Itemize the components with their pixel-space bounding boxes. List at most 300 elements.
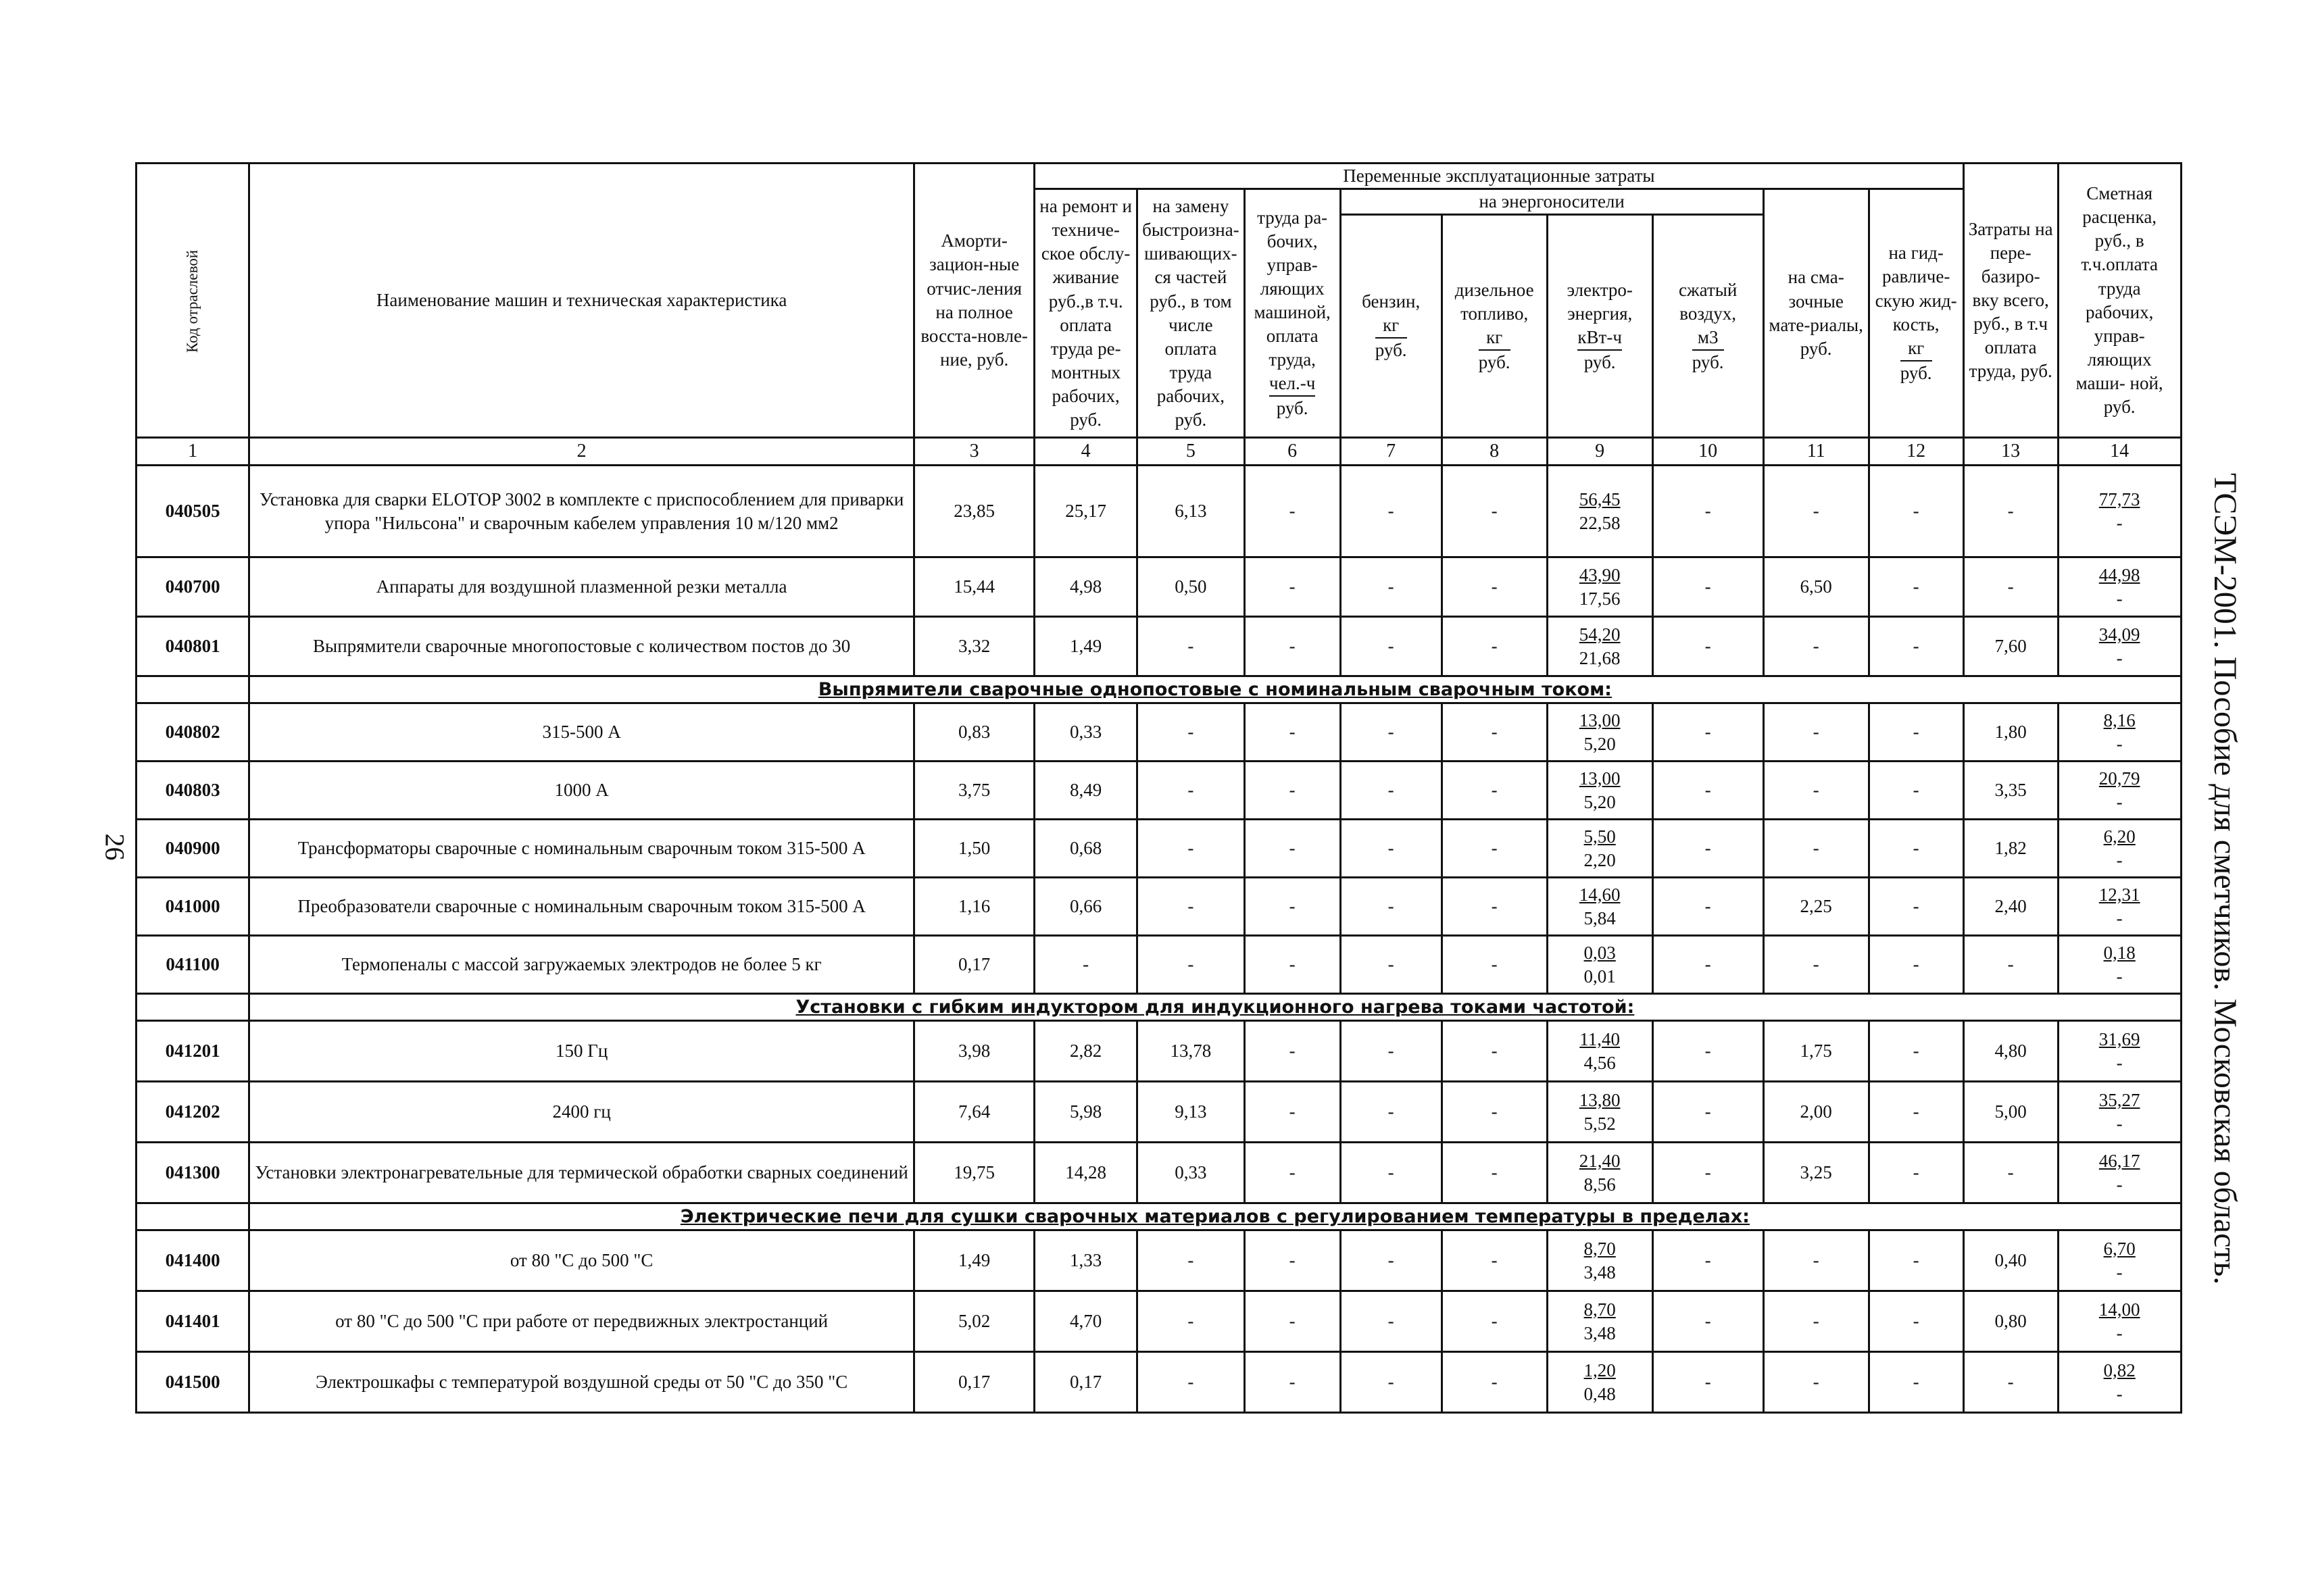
cell-c14 [2058,557,2181,617]
cell-c10: - [1652,1143,1763,1203]
cell-c9-bottom: 17,56 [1579,588,1621,609]
cell-c5: - [1137,878,1245,936]
table-row [137,617,2182,676]
cell-c12: - [1869,820,1963,878]
cell-c9 [1547,762,1652,820]
cell-c4: 5,98 [1035,1082,1137,1143]
cell-c14-bottom: - [2116,1383,2123,1404]
cell-c9 [1547,1230,1652,1291]
cell-c9-bottom: 3,48 [1583,1262,1616,1282]
cell-c5: - [1137,820,1245,878]
cell-c13: 0,80 [1963,1291,2058,1352]
cell-c7: - [1340,1143,1442,1203]
header-petrol: бензин, $\frac{кг}{\text{руб.}}$ [1340,215,1442,438]
cell-c14 [2058,703,2181,762]
cell-c8: - [1442,820,1547,878]
row-code: 041100 [137,936,249,994]
cell-c13: 2,40 [1963,878,2058,936]
cell-c4: 0,68 [1035,820,1137,878]
cell-c9-bottom: 8,56 [1583,1174,1616,1195]
cell-c7: - [1340,878,1442,936]
cell-c6: - [1244,466,1340,557]
cell-c13: 3,35 [1963,762,2058,820]
cell-c9-top: 1,20 [1583,1360,1616,1380]
cell-c9 [1547,557,1652,617]
cell-c8: - [1442,1082,1547,1143]
section-title: Выпрямители сварочные однопостовые с номинальным сварочным током: [249,676,2182,703]
column-number: 8 [1442,438,1547,466]
table-row [137,1230,2182,1291]
cell-c14-bottom: - [2116,1052,2123,1073]
cell-c9-top: 56,45 [1579,489,1621,509]
cell-c13: 1,82 [1963,820,2058,878]
cell-c5: - [1137,1352,1245,1413]
cell-c14-top: 46,17 [2098,1150,2140,1171]
row-name: Установки электронагревательные для термической обработки сварных соединений [249,1143,914,1203]
header-diesel: дизельное топливо, $\frac{кг}{\text{руб.}}$ [1442,215,1547,438]
cell-c14-bottom: - [2116,1262,2123,1282]
cell-c7: - [1340,1021,1442,1082]
cell-c10: - [1652,617,1763,676]
cell-c12: - [1869,762,1963,820]
cell-c10: - [1652,1352,1763,1413]
cell-c14-top: 77,73 [2098,489,2140,509]
cell-c9-top: 0,03 [1583,942,1616,963]
cell-c9-bottom: 21,68 [1579,647,1621,668]
row-name: 315-500 А [249,703,914,762]
cell-c10: - [1652,878,1763,936]
row-code: 041202 [137,1082,249,1143]
cell-c13: 1,80 [1963,703,2058,762]
section-row [137,676,2182,703]
cell-c14-top: 44,98 [2098,564,2140,585]
column-number: 9 [1547,438,1652,466]
cell-c6: - [1244,617,1340,676]
cell-c10: - [1652,1291,1763,1352]
section-code-cell [137,994,249,1021]
row-code: 041500 [137,1352,249,1413]
column-number: 4 [1035,438,1137,466]
cell-c12: - [1869,936,1963,994]
row-name: Преобразователи сварочные с номинальным сварочным током 315-500 А [249,878,914,936]
row-name: от 80 "С до 500 "С при работе от передвижных электростанций [249,1291,914,1352]
cell-c3: 1,16 [914,878,1035,936]
table-row [137,703,2182,762]
header-code: Код отраслевой [137,164,249,438]
cell-c14 [2058,1143,2181,1203]
machine-cost-table [135,162,2182,1414]
cell-c14-top: 6,70 [2103,1238,2136,1259]
cell-c14 [2058,617,2181,676]
cell-c13: - [1963,1352,2058,1413]
cell-c14-bottom: - [2116,907,2123,928]
cell-c14-top: 20,79 [2098,768,2140,789]
cell-c3: 1,50 [914,820,1035,878]
cell-c9 [1547,466,1652,557]
section-code-cell [137,676,249,703]
cell-c7: - [1340,762,1442,820]
cell-c5: 6,13 [1137,466,1245,557]
header-amortization: Аморти-зацион-ные отчис-ления на полное восста-новле-ние, руб. [914,164,1035,438]
cell-c3: 3,75 [914,762,1035,820]
cell-c10: - [1652,762,1763,820]
cell-c14 [2058,1021,2181,1082]
header-variable-costs: Переменные эксплуатационные затраты [1035,164,1964,189]
cell-c14 [2058,1230,2181,1291]
cell-c7: - [1340,820,1442,878]
cell-c8: - [1442,1230,1547,1291]
cell-c13: 4,80 [1963,1021,2058,1082]
cell-c14-bottom: - [2116,1322,2123,1343]
cell-c14 [2058,820,2181,878]
row-name: Аппараты для воздушной плазменной резки металла [249,557,914,617]
cell-c9-bottom: 0,01 [1583,966,1616,987]
table-row [137,820,2182,878]
section-title: Установки с гибким индуктором для индукционного нагрева токами частотой: [249,994,2182,1021]
cell-c9-top: 8,70 [1583,1238,1616,1259]
cell-c4: 0,33 [1035,703,1137,762]
column-number: 10 [1652,438,1763,466]
cell-c3: 23,85 [914,466,1035,557]
cell-c7: - [1340,557,1442,617]
cell-c5: - [1137,617,1245,676]
cell-c11: - [1763,762,1869,820]
column-number: 5 [1137,438,1245,466]
cell-c14-top: 8,16 [2103,709,2136,730]
row-name: Трансформаторы сварочные с номинальным сварочным током 315-500 А [249,820,914,878]
header-relocation: Затраты на пере-базиро-вку всего, руб., в т.ч оплата труда, руб. [1963,164,2058,438]
cell-c9 [1547,1082,1652,1143]
cell-c11: - [1763,820,1869,878]
row-name: от 80 "С до 500 "С [249,1230,914,1291]
cell-c14-bottom: - [2116,1174,2123,1195]
cell-c6: - [1244,1230,1340,1291]
cell-c14 [2058,1352,2181,1413]
cell-c14-top: 14,00 [2098,1299,2140,1320]
cell-c5: - [1137,936,1245,994]
cell-c12: - [1869,1143,1963,1203]
cell-c13: 0,40 [1963,1230,2058,1291]
column-number: 14 [2058,438,2181,466]
section-row [137,1203,2182,1230]
cell-c13: 7,60 [1963,617,2058,676]
cell-c9 [1547,820,1652,878]
cell-c10: - [1652,936,1763,994]
column-number-row [137,438,2182,466]
cell-c6: - [1244,1352,1340,1413]
cell-c9-bottom: 22,58 [1579,512,1621,533]
row-name: 150 Гц [249,1021,914,1082]
cell-c5: - [1137,1230,1245,1291]
cell-c9-top: 8,70 [1583,1299,1616,1320]
table-row [137,878,2182,936]
cell-c6: - [1244,878,1340,936]
cell-c12: - [1869,703,1963,762]
cell-c11: 2,00 [1763,1082,1869,1143]
header-name: Наименование машин и техническая характеристика [249,164,914,438]
cell-c9-bottom: 5,52 [1583,1113,1616,1134]
cell-c12: - [1869,1082,1963,1143]
cell-c14-bottom: - [2116,647,2123,668]
cell-c9-top: 13,00 [1579,709,1621,730]
cell-c5: - [1137,703,1245,762]
cell-c5: 13,78 [1137,1021,1245,1082]
cell-c12: - [1869,1021,1963,1082]
cell-c9-top: 43,90 [1579,564,1621,585]
cell-c4: 1,33 [1035,1230,1137,1291]
cell-c11: - [1763,1291,1869,1352]
cell-c14 [2058,466,2181,557]
column-number: 13 [1963,438,2058,466]
cell-c3: 1,49 [914,1230,1035,1291]
row-code: 040802 [137,703,249,762]
row-code: 040505 [137,466,249,557]
row-name: 2400 гц [249,1082,914,1143]
cell-c6: - [1244,936,1340,994]
row-code: 041400 [137,1230,249,1291]
cell-c7: - [1340,936,1442,994]
column-number: 2 [249,438,914,466]
header-hydraulic: на гид-равличе-скую жид-кость, $\frac{кг}{\text{руб.}}$ [1869,189,1963,438]
cell-c14-top: 0,18 [2103,942,2136,963]
cell-c11: - [1763,466,1869,557]
row-name: Термопеналы с массой загружаемых электродов не более 5 кг [249,936,914,994]
cell-c11: 6,50 [1763,557,1869,617]
cell-c9-top: 54,20 [1579,624,1621,645]
cell-c5: - [1137,1291,1245,1352]
cell-c13: - [1963,557,2058,617]
cell-c9-bottom: 2,20 [1583,849,1616,870]
cell-c6: - [1244,1082,1340,1143]
cell-c4: 4,70 [1035,1291,1137,1352]
header-replace-parts: на замену быстроизна-шивающих-ся частей руб., в том числе оплата труда рабочих, руб. [1137,189,1245,438]
row-name: Электрошкафы с температурой воздушной среды от 50 "С до 350 "С [249,1352,914,1413]
cell-c4: 1,49 [1035,617,1137,676]
cell-c7: - [1340,1082,1442,1143]
cell-c11: 2,25 [1763,878,1869,936]
cell-c8: - [1442,1021,1547,1082]
table-row [137,557,2182,617]
cell-c6: - [1244,557,1340,617]
cell-c14 [2058,762,2181,820]
row-name: Установка для сварки ELOTOP 3002 в комплекте с приспособлением для приварки упора "Нильсона" и сварочным кабелем управления 10 м/120 мм2 [249,466,914,557]
cell-c9 [1547,703,1652,762]
cell-c12: - [1869,1352,1963,1413]
row-code: 041201 [137,1021,249,1082]
cell-c3: 15,44 [914,557,1035,617]
row-name: Выпрямители сварочные многопостовые с количеством постов до 30 [249,617,914,676]
cell-c9-top: 13,80 [1579,1089,1621,1110]
cell-c9-bottom: 5,20 [1583,791,1616,812]
row-name: 1000 А [249,762,914,820]
cell-c5: - [1137,762,1245,820]
cell-c10: - [1652,466,1763,557]
header-repair: на ремонт и техниче-ское обслу-живание руб.,в т.ч. оплата труда ре-монтных рабочих, руб. [1035,189,1137,438]
cell-c14-bottom: - [2116,966,2123,987]
cell-c12: - [1869,1230,1963,1291]
cell-c6: - [1244,703,1340,762]
column-number: 7 [1340,438,1442,466]
cell-c8: - [1442,1143,1547,1203]
cell-c14-bottom: - [2116,512,2123,533]
header-lubricant: на сма-зочные мате-риалы, руб. [1763,189,1869,438]
cell-c11: 3,25 [1763,1143,1869,1203]
column-number: 11 [1763,438,1869,466]
cell-c14-top: 34,09 [2098,624,2140,645]
header-electric: электро-энергия, $\frac{\text{кВт-ч}}{\text{руб.}}$ [1547,215,1652,438]
cell-c5: 0,50 [1137,557,1245,617]
table-row [137,1082,2182,1143]
cell-c9-top: 11,40 [1579,1028,1621,1049]
cell-c13: - [1963,466,2058,557]
cell-c5: 9,13 [1137,1082,1245,1143]
cell-c9-bottom: 3,48 [1583,1322,1616,1343]
cell-c6: - [1244,1021,1340,1082]
cell-c9 [1547,936,1652,994]
cell-c14 [2058,1082,2181,1143]
cell-c14 [2058,878,2181,936]
cell-c9-bottom: 5,20 [1583,733,1616,754]
cell-c8: - [1442,1291,1547,1352]
cell-c10: - [1652,557,1763,617]
cell-c7: - [1340,1352,1442,1413]
section-code-cell [137,1203,249,1230]
header-compressed-air: сжатый воздух, $\frac{м3}{\text{руб.}}$ [1652,215,1763,438]
table-row [137,1021,2182,1082]
row-code: 040803 [137,762,249,820]
cell-c9 [1547,878,1652,936]
header-energy: на энергоносители [1340,189,1763,215]
cell-c11: - [1763,936,1869,994]
cell-c4: 8,49 [1035,762,1137,820]
cell-c8: - [1442,557,1547,617]
page-number: 26 [99,833,130,861]
cell-c14-bottom: - [2116,1113,2123,1134]
cell-c8: - [1442,762,1547,820]
cell-c12: - [1869,557,1963,617]
cell-c4: 2,82 [1035,1021,1137,1082]
price-table-sheet [135,162,2182,1414]
header-labor: труда ра-бочих, управ-ляющих машиной, оплата труда, $\frac{\text{чел.-ч}}{\text{руб.}}$ [1244,189,1340,438]
row-code: 040900 [137,820,249,878]
cell-c11: 1,75 [1763,1021,1869,1082]
cell-c9-bottom: 0,48 [1583,1383,1616,1404]
cell-c9-top: 5,50 [1583,826,1616,847]
cell-c14-bottom: - [2116,588,2123,609]
cell-c11: - [1763,1230,1869,1291]
cell-c6: - [1244,1143,1340,1203]
side-title: ТСЭМ-2001. Пособие для сметчиков. Московская область. [2207,473,2243,1285]
cell-c13: - [1963,936,2058,994]
cell-c9-bottom: 5,84 [1583,907,1616,928]
cell-c13: 5,00 [1963,1082,2058,1143]
cell-c10: - [1652,1230,1763,1291]
cell-c10: - [1652,820,1763,878]
column-number: 3 [914,438,1035,466]
section-row [137,994,2182,1021]
cell-c8: - [1442,703,1547,762]
table-body [137,466,2182,1413]
cell-c9-bottom: 4,56 [1583,1052,1616,1073]
column-number: 12 [1869,438,1963,466]
row-code: 041000 [137,878,249,936]
cell-c8: - [1442,936,1547,994]
cell-c4: 4,98 [1035,557,1137,617]
cell-c9 [1547,1021,1652,1082]
cell-c3: 0,83 [914,703,1035,762]
cell-c7: - [1340,617,1442,676]
row-code: 040700 [137,557,249,617]
cell-c10: - [1652,703,1763,762]
cell-c14-top: 6,20 [2103,826,2136,847]
row-code: 041401 [137,1291,249,1352]
cell-c10: - [1652,1082,1763,1143]
cell-c6: - [1244,820,1340,878]
cell-c14-top: 0,82 [2103,1360,2136,1380]
cell-c9 [1547,1143,1652,1203]
cell-c14-top: 35,27 [2098,1089,2140,1110]
cell-c3: 3,98 [914,1021,1035,1082]
cell-c7: - [1340,466,1442,557]
cell-c14-bottom: - [2116,849,2123,870]
cell-c9 [1547,1291,1652,1352]
cell-c12: - [1869,878,1963,936]
table-row [137,936,2182,994]
cell-c13: - [1963,1143,2058,1203]
cell-c3: 3,32 [914,617,1035,676]
cell-c3: 5,02 [914,1291,1035,1352]
row-code: 040801 [137,617,249,676]
cell-c3: 19,75 [914,1143,1035,1203]
cell-c7: - [1340,1291,1442,1352]
cell-c4: 0,66 [1035,878,1137,936]
cell-c5: 0,33 [1137,1143,1245,1203]
cell-c3: 7,64 [914,1082,1035,1143]
cell-c4: - [1035,936,1137,994]
column-number: 1 [137,438,249,466]
cell-c9 [1547,1352,1652,1413]
cell-c8: - [1442,878,1547,936]
table-row [137,466,2182,557]
cell-c8: - [1442,466,1547,557]
cell-c7: - [1340,1230,1442,1291]
cell-c8: - [1442,617,1547,676]
cell-c9-top: 13,00 [1579,768,1621,789]
cell-c4: 25,17 [1035,466,1137,557]
cell-c9-top: 21,40 [1579,1150,1621,1171]
cell-c11: - [1763,1352,1869,1413]
table-row [137,762,2182,820]
row-code: 041300 [137,1143,249,1203]
cell-c3: 0,17 [914,936,1035,994]
cell-c9 [1547,617,1652,676]
cell-c10: - [1652,1021,1763,1082]
cell-c14-top: 12,31 [2098,884,2140,905]
cell-c8: - [1442,1352,1547,1413]
cell-c12: - [1869,617,1963,676]
column-number: 6 [1244,438,1340,466]
cell-c12: - [1869,1291,1963,1352]
cell-c11: - [1763,617,1869,676]
section-title: Электрические печи для сушки сварочных материалов с регулированием температуры в пределах: [249,1203,2182,1230]
cell-c6: - [1244,762,1340,820]
cell-c3: 0,17 [914,1352,1035,1413]
cell-c12: - [1869,466,1963,557]
cell-c7: - [1340,703,1442,762]
cell-c14 [2058,1291,2181,1352]
cell-c4: 0,17 [1035,1352,1137,1413]
cell-c14-bottom: - [2116,733,2123,754]
